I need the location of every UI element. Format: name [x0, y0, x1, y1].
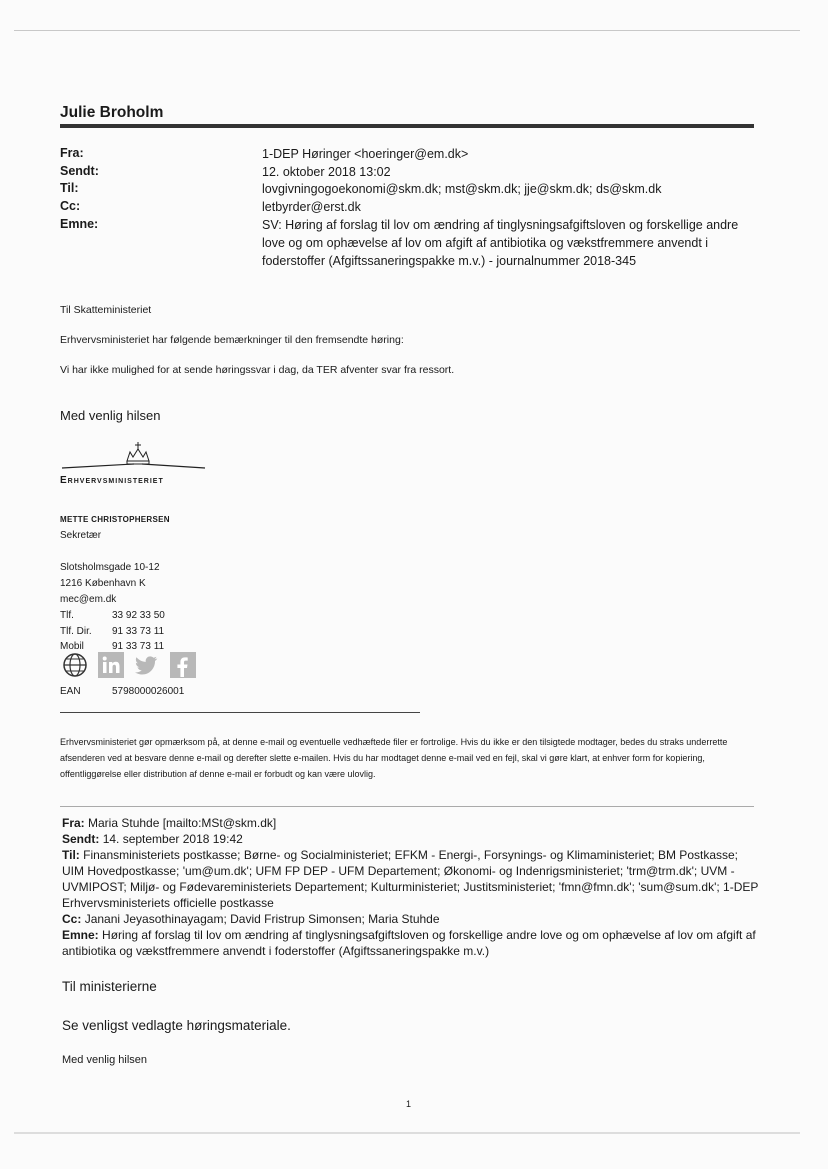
from-label: Fra:	[60, 146, 84, 160]
linkedin-icon[interactable]	[98, 652, 124, 678]
fwd-to-value: Finansministeriets postkasse; Børne- og Socialministeriet; EFKM - Energi-, Forsynings- og Klimaministeriet; BM Postkasse; UIM Hovedpostkasse; 'um@um.dk'; UFM FP DEP - UFM Departement; Økonomi- og Indenrigsministeriet; 'trm@trm.dk'; UVM - UVMIPOST; Miljø- og Fødevareministeriets Departement; Kulturministeriet; Justitsministeriet; 'fmn@fmn.dk'; 'sum@sum.dk'; 1-DEP Erhvervsministeriets officielle postkasse	[62, 848, 759, 910]
fwd-to-row	[62, 847, 762, 911]
body-line-1: Erhvervsministeriet har følgende bemærkninger til den fremsendte høring:	[60, 334, 404, 346]
signature-divider	[60, 712, 420, 713]
fwd-sent-label: Sendt:	[62, 832, 100, 846]
fwd-subject-label: Emne:	[62, 928, 99, 942]
scan-edge-bottom	[14, 1132, 800, 1134]
tlfdir-value: 91 33 73 11	[112, 626, 165, 637]
greeting: Med venlig hilsen	[60, 408, 161, 423]
header-divider	[60, 124, 754, 128]
to-value[interactable]: lovgivningogoekonomi@skm.dk; mst@skm.dk; jje@skm.dk; ds@skm.dk	[262, 182, 662, 196]
confidentiality-disclaimer: Erhvervsministeriet gør opmærksom på, at denne e-mail og eventuelle vedhæftede filer er fortrolige. Hvis du ikke er den tilsigtede modtager, bedes du straks underrette afsenderen ved at besvare denne e-mail og derefter slette e-mailen. Hvis du har modtaget denne e-mail ved en fejl, skal vi gøre klart, at enhver form for kopiering, offentliggørelse eller distribution af denne e-mail er forbudt og kan være ulovlig.	[60, 737, 728, 779]
facebook-icon[interactable]	[170, 652, 196, 678]
salutation: Til Skatteministeriet	[60, 304, 152, 316]
signature-title: Sekretær	[60, 530, 102, 541]
scan-edge-top	[14, 30, 800, 31]
from-value: 1-DEP Høringer <hoeringer@em.dk>	[262, 147, 469, 161]
globe-icon[interactable]	[62, 652, 88, 678]
fwd-from-value[interactable]: Maria Stuhde [mailto:MSt@skm.dk]	[88, 816, 277, 830]
fwd-sent-value: 14. september 2018 19:42	[102, 832, 243, 846]
address-city: 1216 København K	[60, 578, 146, 589]
fwd-from-row	[62, 815, 762, 831]
fwd-subject-row	[62, 927, 762, 959]
tlf-value: 33 92 33 50	[112, 610, 165, 621]
forwarded-header	[62, 815, 762, 959]
subject-label: Emne:	[60, 217, 99, 231]
mobil-value: 91 33 73 11	[112, 641, 165, 652]
tlf-label: Tlf.	[60, 610, 74, 621]
ministry-logo	[60, 437, 210, 489]
signature-name: METTE CHRISTOPHERSEN	[60, 515, 170, 524]
page-number: 1	[406, 1099, 412, 1109]
ean-value: 5798000026001	[112, 686, 185, 697]
subject-value: SV: Høring af forslag til lov om ændring af tinglysningsafgiftsloven og forskellige andre love og om ophævelse af lov om afgift af antibiotika og vækstfremmere anvendt i foderstoffer (Afgiftssaneringspakke m.v.) - journalnummer 2018-345	[262, 218, 739, 268]
to-label: Til:	[60, 181, 79, 195]
address-street: Slotsholmsgade 10-12	[60, 562, 160, 573]
mobil-label: Mobil	[60, 641, 84, 652]
signature-email[interactable]: mec@em.dk	[60, 594, 117, 605]
body-line-2: Vi har ikke mulighed for at sende høringssvar i dag, da TER afventer svar fra ressort.	[60, 364, 455, 376]
fwd-cc-label: Cc:	[62, 912, 82, 926]
crown-icon	[60, 437, 210, 473]
sender-name: Julie Broholm	[60, 104, 164, 121]
ean-label: EAN	[60, 686, 81, 697]
fwd-to-label: Til:	[62, 848, 80, 862]
sent-value: 12. oktober 2018 13:02	[262, 165, 391, 179]
fwd-subject-value: Høring af forslag til lov om ændring af tinglysningsafgiftsloven og forskellige andre love og om ophævelse af lov om afgift af antibiotika og vækstfremmere anvendt i foderstoffer (Afgiftssaneringspakke m.v.)	[62, 928, 756, 958]
fwd-cc-row	[62, 911, 762, 927]
fwd-cc-value: Janani Jeyasothinayagam; David Fristrup Simonsen; Maria Stuhde	[84, 912, 440, 926]
fwd-salutation: Til ministerierne	[62, 979, 157, 994]
sent-label: Sendt:	[60, 164, 99, 178]
twitter-icon[interactable]	[133, 652, 159, 678]
fwd-closing: Med venlig hilsen	[62, 1054, 147, 1066]
fwd-from-label: Fra:	[62, 816, 85, 830]
ministry-wordmark: Erhvervsministeriet	[60, 475, 164, 486]
cc-label: Cc:	[60, 199, 81, 213]
fwd-body: Se venligst vedlagte høringsmateriale.	[62, 1018, 291, 1033]
forward-divider	[60, 806, 754, 807]
cc-value[interactable]: letbyrder@erst.dk	[262, 200, 361, 214]
tlfdir-label: Tlf. Dir.	[60, 626, 92, 637]
fwd-sent-row	[62, 831, 762, 847]
